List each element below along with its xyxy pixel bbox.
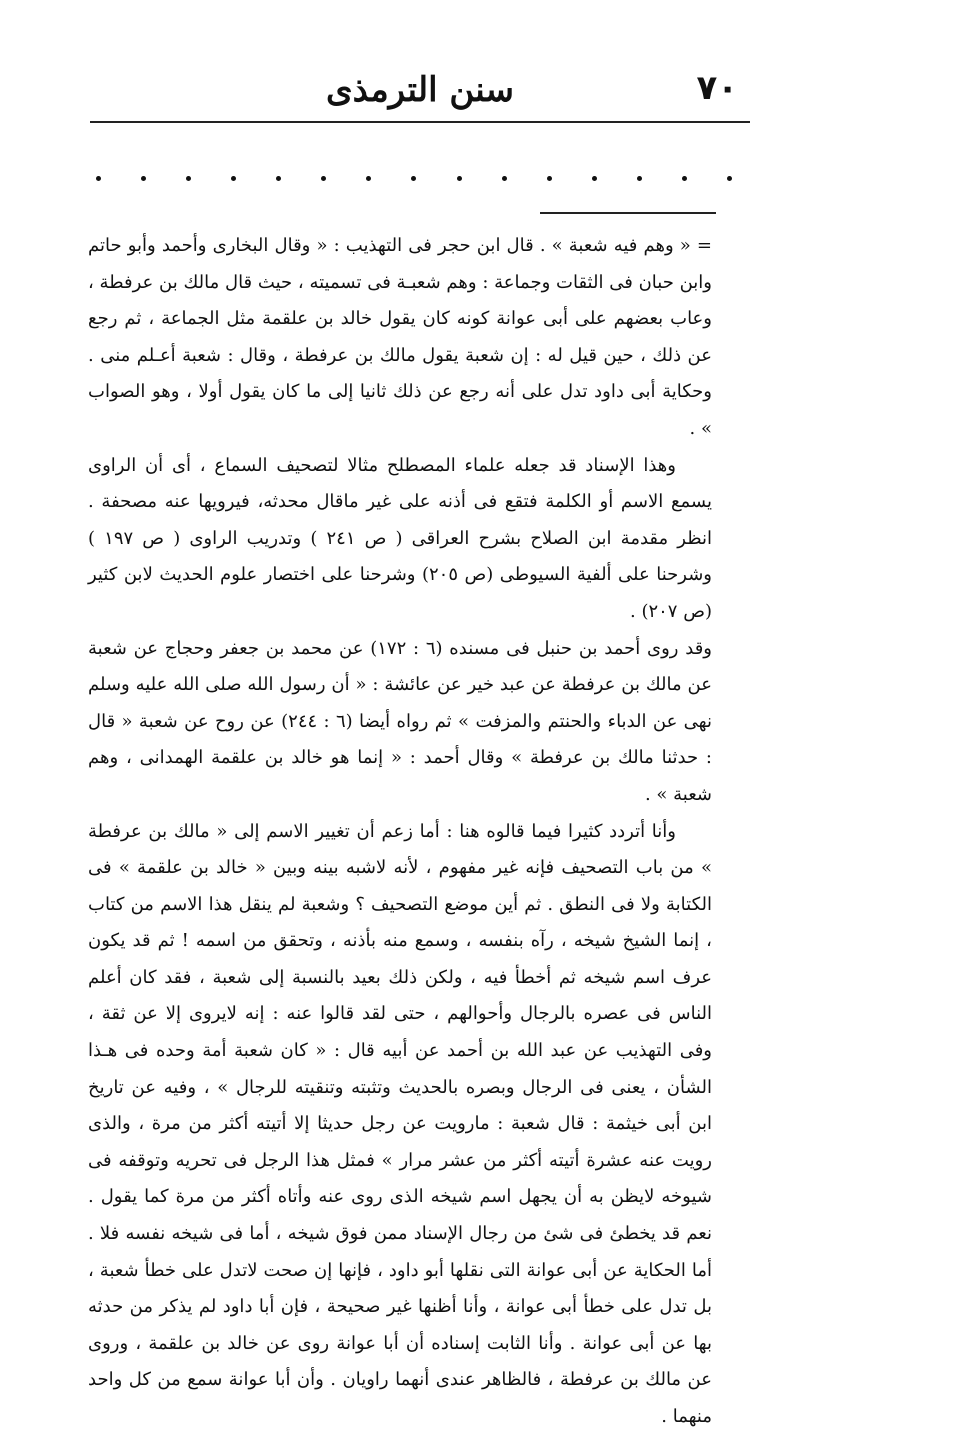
- separator-dot: [592, 176, 597, 181]
- footnote-text: [88, 228, 712, 1436]
- separator-dot: [321, 176, 326, 181]
- running-title: سنن الترمذى: [326, 70, 514, 110]
- separator-dot: [96, 176, 101, 181]
- separator-dot: [547, 176, 552, 181]
- separator-dot: [141, 176, 146, 181]
- paragraph: وقد روى أحمد بن حنبل فى مسنده (٦ : ١٧٢) عن محمد بن جعفر وحجاج عن شعبة عن مالك بن عرفطة عن عبد خير عن عائشة : « أن رسول الله صلى الله عليه وسلم نهى عن الدباء والحنتم والمزفت » ثم رواه أيضا (٦ : ٢٤٤) عن روح عن شعبة « قال : حدثنا مالك بن عرفطة » وقال أحمد : « إنما هو خالد بن علقمة الهمدانى ، وهم شعبة » .: [88, 637, 712, 805]
- page-number: ٧٠: [696, 68, 738, 108]
- separator-dot: [276, 176, 281, 181]
- paragraph: وأنا أتردد كثيرا فيما قالوه هنا : أما زعم أن تغيير الاسم إلى « مالك بن عرفطة » من باب التصحيف فإنه غير مفهوم ، لأنه لاشبه بينه وبين « خالد بن علقمة » فى الكتابة ولا فى النطق . ثم أين موضع التصحيف ؟ وشعبة لم ينقل هذا الاسم من كتاب ، إنما الشيخ شيخه ، رآه بنفسه ، وسمع منه بأذنه ، وتحقق من اسمه ! ثم قد يكون عرف اسم شيخه ثم أخطأ فيه ، ولكن ذلك بعيد بالنسبة إلى شعبة ، فقد كان أعلم الناس فى عصره بالرجال وأحوالهم ، حتى لقد قالوا عنه : إنه لايروى إلا عن ثقة ، وفى التهذيب عن عبد الله بن أحمد عن أبيه قال : « كان شعبة أمة وحده فى هـذا الشأن ، يعنى فى الرجال وبصره بالحديث وتثبته وتنقيته للرجال » ، وفيه عن تاريخ ابن أبى خيثمة : قال شعبة : مارويت عن رجل حديثا إلا أتيته أكثر من مرة ، والذى رويت عنه عشرة أتيته أكثر من عشر مرار » فمثل هذا الرجل فى تحريه وتوقفه فى شيوخه لايظن به أن يجهل اسم شيخه الذى روى عنه وأتاه أكثر من مرة كما يقول . نعم قد يخطئ فى شئ من رجال الإسناد ممن فوق شيخه ، أما فى شيخه نفسه فلا . أما الحكاية عن أبى عوانة التى نقلها أبو داود ، فإنها إن صحت لاتدل على خطأ شعبة ، بل تدل على خطأ أبى عوانة ، وأنا أظنها غير صحيحة ، فإن أبا داود لم يذكر من حدثه بها عن أبى عوانة . وأنا الثابت إسناده أن أبا عوانة روى عن خالد بن علقمة ، وروى عن مالك بن عرفطة ، فالظاهر عندى أنهما راويان . وأن أبا عوانة سمع من كل واحد منهما .: [88, 820, 712, 1427]
- separator-dot: [411, 176, 416, 181]
- separator-dot: [231, 176, 236, 181]
- separator-dot: [502, 176, 507, 181]
- separator-dot: [186, 176, 191, 181]
- header-rule: [90, 121, 750, 123]
- dot-separator: [96, 176, 732, 181]
- paragraph: = « وهم فيه شعبة » . قال ابن حجر فى التهذيب : « وقال البخارى وأحمد وأبو حاتم وابن حبان فى الثقات وجماعة : وهم شعبـة فى تسميته ، حيث قال مالك بن عرفطة ، وعاب بعضهم على أبى عوانة كونه كان يقول خالد بن علقمة مثل الجماعة ، ثم رجع عن ذلك ، حين قيل له : إن شعبة يقول مالك بن عرفطة ، وقال : شعبة أعـلم منى . وحكاية أبى داود تدل على أنه رجع عن ذلك ثانيا إلى ما كان يقول أولا ، وهو الصواب » .: [88, 235, 712, 439]
- separator-dot: [457, 176, 462, 181]
- separator-dot: [637, 176, 642, 181]
- separator-dot: [727, 176, 732, 181]
- separator-dot: [682, 176, 687, 181]
- footnote-rule: [540, 212, 716, 214]
- paragraph: وهذا الإسناد قد جعله علماء المصطلح مثالا لتصحيف السماع ، أى أن الراوى يسمع الاسم أو الكلمة فتقع فى أذنه على غير ماقال محدثه، فيرويها عنه مصحفة . انظر مقدمة ابن الصلاح بشرح العراقى ( ص ٢٤١ ) وتدريب الراوى ( ص ١٩٧ ) وشرحنا على ألفية السيوطى (ص ٢٠٥) وشرحنا على اختصار علوم الحديث لابن كثير (ص ٢٠٧) .: [88, 454, 712, 622]
- separator-dot: [366, 176, 371, 181]
- page-header: [90, 60, 750, 122]
